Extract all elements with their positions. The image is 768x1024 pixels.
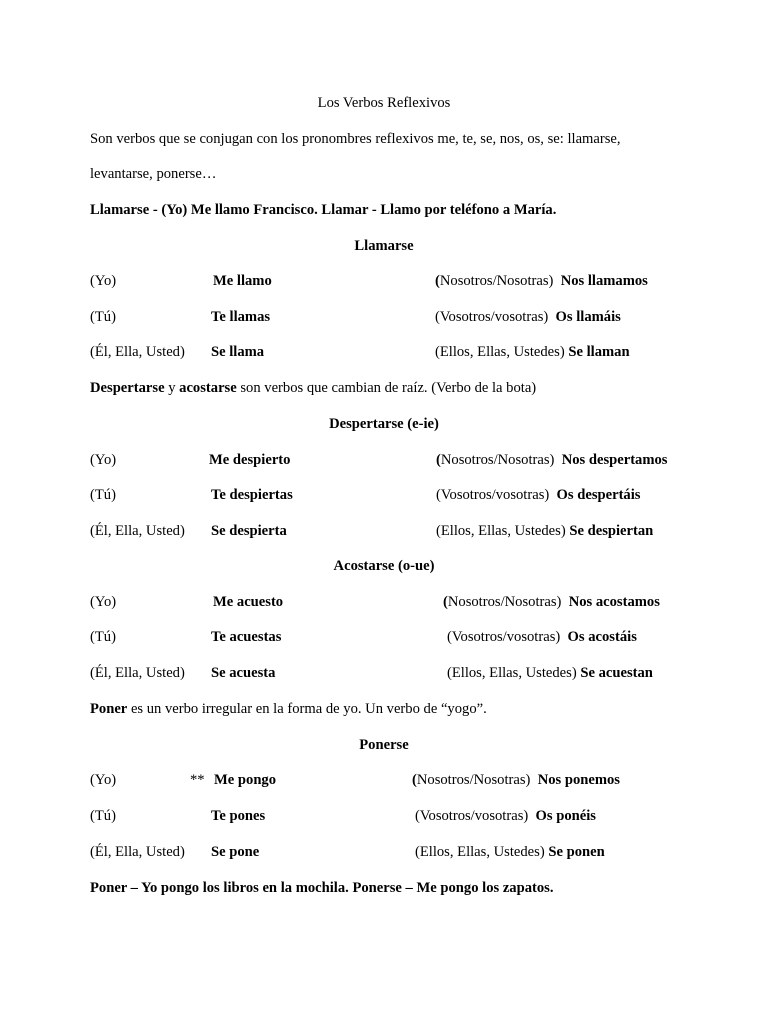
plural-form: (Nosotros/Nosotras) Nos acostamos — [443, 594, 660, 610]
subject-yo: (Yo) — [90, 594, 117, 610]
plural-form: (Nosotros/Nosotras) Nos ponemos — [412, 772, 620, 788]
verb-form: Se acuesta — [211, 665, 276, 681]
verb-form: Te acuestas — [211, 629, 282, 645]
intro-line-2: levantarse, ponerse… — [90, 166, 217, 182]
plural-form: (Vosotros/vosotras) Os ponéis — [415, 808, 596, 824]
plural-form: (Ellos, Ellas, Ustedes) Se llaman — [435, 344, 630, 360]
subject-el-ella-usted: (Él, Ella, Usted) — [90, 665, 185, 681]
heading-acostarse: Acostarse (o-ue) — [333, 558, 435, 574]
subject-el-ella-usted: (Él, Ella, Usted) — [90, 344, 185, 360]
subject-yo: (Yo) — [90, 452, 117, 468]
irregular-marker: ** — [190, 772, 205, 788]
subject-tu: (Tú) — [90, 487, 116, 503]
verb-form: Te llamas — [211, 309, 271, 325]
heading-llamarse: Llamarse — [354, 238, 414, 254]
plural-form: (Vosotros/vosotras) Os llamáis — [435, 309, 621, 325]
subject-tu: (Tú) — [90, 629, 116, 645]
plural-form: (Ellos, Ellas, Ustedes) Se ponen — [415, 844, 605, 860]
plural-form: (Vosotros/vosotras) Os acostáis — [447, 629, 637, 645]
plural-form: (Nosotros/Nosotras) Nos despertamos — [436, 452, 668, 468]
subject-yo: (Yo) — [90, 772, 117, 788]
verb-form: Te despiertas — [211, 487, 293, 503]
verb-form: Se pone — [211, 844, 260, 860]
subject-yo: (Yo) — [90, 273, 117, 289]
subject-tu: (Tú) — [90, 808, 116, 824]
verb-form: Me pongo — [214, 772, 277, 788]
verb-form: Te pones — [211, 808, 266, 824]
plural-form: (Ellos, Ellas, Ustedes) Se despiertan — [436, 523, 654, 539]
heading-despertarse: Despertarse (e-ie) — [329, 416, 439, 432]
page-title: Los Verbos Reflexivos — [317, 95, 451, 111]
subject-el-ella-usted: (Él, Ella, Usted) — [90, 844, 185, 860]
intro-line-1: Son verbos que se conjugan con los pronombres reflexivos me, te, se, nos, os, se: llamarse, — [90, 131, 621, 147]
plural-form: (Ellos, Ellas, Ustedes) Se acuestan — [447, 665, 653, 681]
plural-form: (Vosotros/vosotras) Os despertáis — [436, 487, 641, 503]
verb-form: Se llama — [211, 344, 265, 360]
example-llamarse: Llamarse - (Yo) Me llamo Francisco. Llamar - Llamo por teléfono a María. — [90, 202, 557, 218]
note-irregular-yo: Poner es un verbo irregular en la forma de yo. Un verbo de “yogo”. — [90, 701, 487, 717]
verb-form: Me llamo — [213, 273, 272, 289]
heading-ponerse: Ponerse — [359, 737, 409, 753]
subject-el-ella-usted: (Él, Ella, Usted) — [90, 523, 185, 539]
plural-form: (Nosotros/Nosotras) Nos llamamos — [435, 273, 648, 289]
note-stem-changing: Despertarse y acostarse son verbos que cambian de raíz. (Verbo de la bota) — [90, 380, 537, 396]
subject-tu: (Tú) — [90, 309, 116, 325]
verb-form: Me despierto — [209, 452, 291, 468]
verb-form: Me acuesto — [213, 594, 284, 610]
example-poner-ponerse: Poner – Yo pongo los libros en la mochila. Ponerse – Me pongo los zapatos. — [90, 880, 554, 896]
verb-form: Se despierta — [211, 523, 287, 539]
